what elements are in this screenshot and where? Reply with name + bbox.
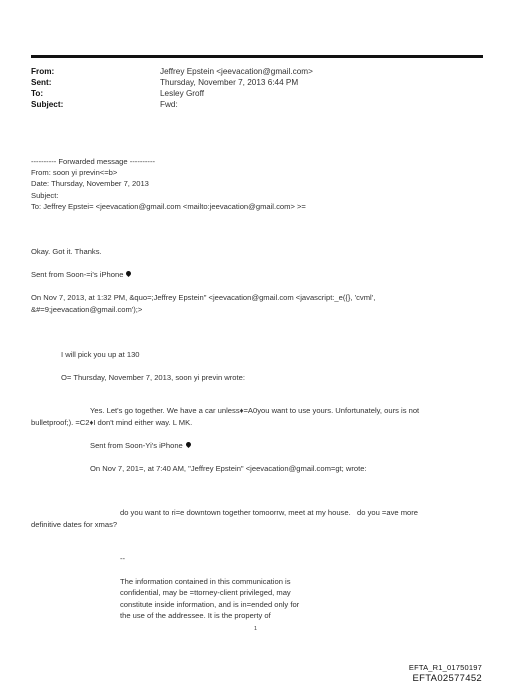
body-line: Yes. Let's go together. We have a car unless♦=A0you want to use yours. Unfortunately, ours is not [90,406,420,415]
bates-number-primary: EFTA_R1_01750197 [408,663,482,672]
disclaimer-line: the use of the addressee. It is the property of [120,611,271,620]
header-to-row [31,88,313,99]
to-value: Lesley Groff [160,89,204,98]
subject-label: Subject: [31,100,64,109]
forwarded-to: To: Jeffrey Epstei= <jeevacation@gmail.com <mailto:jeevacation@gmail.com> >= [31,202,306,211]
signature-line [31,270,131,280]
from-label: From: [31,67,55,76]
to-label: To: [31,89,44,98]
header-subject-row [31,99,313,110]
bates-number-secondary: EFTA02577452 [412,673,482,684]
disclaimer-line: confidential, may be =ttorney-client privileged, may [120,588,291,597]
quote-header-line: On Nov 7, 2013, at 1:32 PM, &quo=;Jeffrey Epstein" <jeevacation@gmail.com <javascript:_e({}, 'cvml', [31,293,376,302]
subject-value: Fwd: [160,100,178,109]
forwarded-from: From: soon yi previn<=b> [31,168,118,177]
header-rule [31,55,483,58]
signature-text: Sent from Soon-=i's iPhone [31,270,124,279]
quote-header-line: &#=9;jeevacation@gmail.com');> [31,305,143,314]
body-line: do you want to ri=e downtown together tomoorrw, meet at my house. do you =ave more [120,508,419,517]
body-line: I will pick you up at 130 [61,350,140,359]
email-header [31,66,313,110]
forwarded-date: Date: Thursday, November 7, 2013 [31,179,149,188]
from-value: Jeffrey Epstein <jeevacation@gmail.com> [160,67,313,76]
signature-line [90,441,191,451]
forwarded-banner: ---------- Forwarded message ---------- [31,157,156,166]
pin-icon [185,441,192,448]
sent-label: Sent: [31,78,52,87]
body-line: bulletproof;). =C2♦I don't mind either way. L MK. [31,418,193,427]
quote-header-line: On Nov 7, 201=, at 7:40 AM, "Jeffrey Epstein" <jeevacation@gmail.com=gt; wrote: [90,464,367,473]
quote-header-line: O= Thursday, November 7, 2013, soon yi previn wrote: [61,373,245,382]
body-line: definitive dates for xmas? [31,520,118,529]
pin-icon [125,270,132,277]
forwarded-subject: Subject: [31,191,59,200]
disclaimer-line: The information contained in this communication is [120,577,291,586]
signature-text: Sent from Soon-Yi's iPhone [90,441,183,450]
sent-value: Thursday, November 7, 2013 6:44 PM [160,78,299,87]
header-from-row [31,66,313,77]
header-sent-row [31,77,313,88]
separator-text: -- [120,554,126,563]
body-line: Okay. Got it. Thanks. [31,247,102,256]
page-number: 1 [254,626,258,632]
disclaimer-line: constitute inside information, and is in=ended only for [120,600,300,609]
